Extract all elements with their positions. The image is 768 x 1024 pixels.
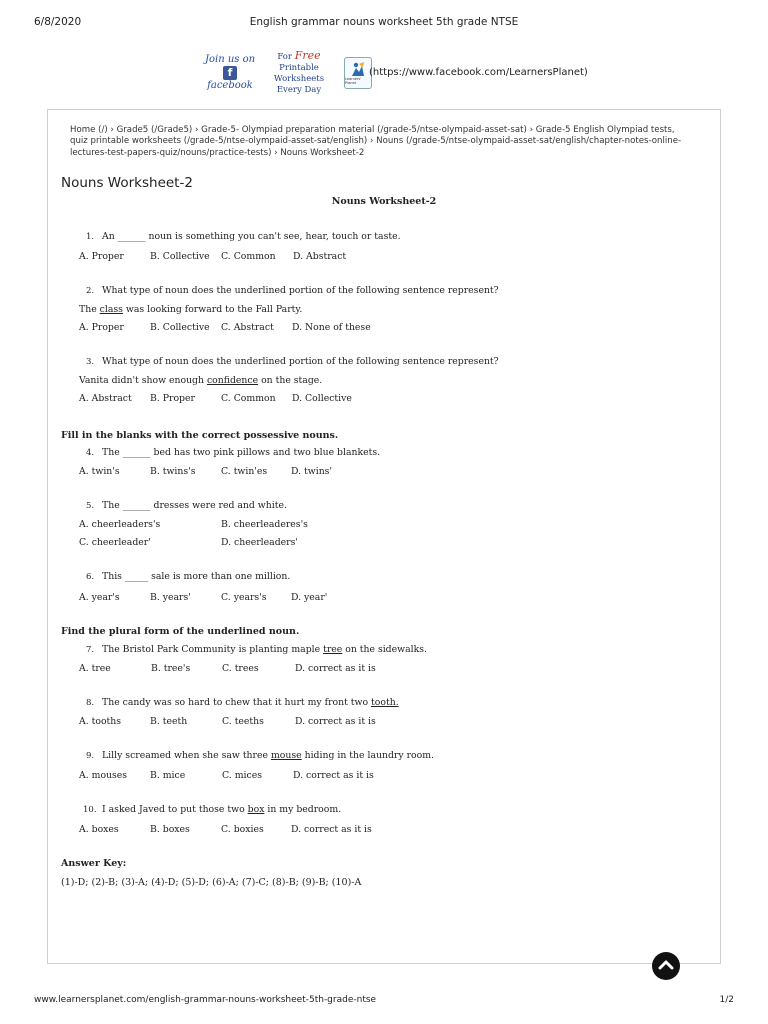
question-text-part: on the sidewalks. (342, 644, 427, 655)
logo-text: Learners' Planet (345, 77, 362, 85)
underlined-word: class (99, 304, 123, 315)
question-text (102, 804, 341, 815)
answer-option[interactable]: D. year' (291, 592, 328, 603)
answer-option[interactable]: C. years's (221, 592, 267, 603)
facebook-link[interactable]: (https://www.facebook.com/LearnersPlanet) (369, 67, 588, 78)
for-text: For (277, 52, 292, 62)
underlined-word: box (247, 804, 265, 815)
question-number: 6. (86, 572, 95, 582)
section-possessive: Fill in the blanks with the correct possessive nouns. (61, 430, 339, 441)
question-text (102, 500, 287, 511)
question-text (102, 447, 380, 458)
question-text-part: The ______ bed has two pink pillows and two blue blankets. (102, 447, 381, 458)
answer-option[interactable]: D. correct as it is (293, 770, 374, 781)
question-text (102, 231, 401, 242)
answer-option[interactable]: D. Abstract (293, 251, 347, 262)
answer-option[interactable]: A. tree (79, 663, 111, 674)
underlined-word: confidence (206, 375, 259, 386)
answer-option[interactable]: A. twin's (79, 466, 120, 477)
question-text-part: The Bristol Park Community is planting maple (102, 644, 324, 655)
join-line-2: facebook (207, 80, 253, 91)
answer-option[interactable]: C. Abstract (221, 322, 274, 333)
sentence-part: on the stage. (258, 375, 323, 386)
question-text-part: in my bedroom. (264, 804, 342, 815)
facebook-banner[interactable] (204, 49, 372, 95)
question-number: 2. (86, 286, 95, 296)
answer-option[interactable]: D. None of these (292, 322, 371, 333)
chevron-up-icon (658, 958, 674, 974)
answer-option[interactable]: C. Common (221, 251, 276, 262)
question-number: 3. (86, 357, 95, 367)
join-facebook-text (204, 54, 256, 92)
answer-option[interactable]: A. Proper (79, 322, 124, 333)
answer-option[interactable]: A. cheerleaders's (79, 519, 161, 530)
question-number: 1. (86, 232, 95, 242)
answer-option[interactable]: A. year's (79, 592, 120, 603)
facebook-icon: f (223, 66, 237, 80)
answer-option[interactable]: C. twin'es (221, 466, 268, 477)
learners-planet-logo (344, 57, 372, 89)
answer-option[interactable]: A. boxes (79, 824, 119, 835)
answer-option[interactable]: A. Proper (79, 251, 124, 262)
question-text-part: What type of noun does the underlined portion of the following sentence represent? (102, 356, 499, 367)
underlined-word: tooth. (371, 697, 399, 708)
question-text-part: What type of noun does the underlined portion of the following sentence represent? (102, 285, 499, 296)
question-number: 4. (86, 448, 95, 458)
learners-planet-icon (350, 61, 366, 77)
free-worksheets-text (258, 50, 340, 96)
answer-option[interactable]: C. boxies (221, 824, 264, 835)
question-text (102, 644, 427, 655)
question-number: 9. (86, 751, 95, 761)
answer-option[interactable]: A. mouses (79, 770, 128, 781)
answer-key-text: (1)-D; (2)-B; (3)-A; (4)-D; (5)-D; (6)-A; (7)-C; (8)-B; (9)-B; (10)-A (61, 877, 362, 888)
answer-option[interactable]: B. Proper (150, 393, 195, 404)
answer-option[interactable]: B. boxes (150, 824, 190, 835)
print-title: English grammar nouns worksheet 5th grade NTSE (249, 16, 519, 28)
question-text-part: hiding in the laundry room. (301, 750, 434, 761)
answer-key-title: Answer Key: (61, 858, 127, 869)
answer-option[interactable]: A. Abstract (79, 393, 132, 404)
answer-option[interactable]: B. mice (150, 770, 186, 781)
answer-option[interactable]: D. twins' (291, 466, 333, 477)
answer-option[interactable]: C. mices (222, 770, 262, 781)
answer-option[interactable]: C. trees (222, 663, 259, 674)
example-sentence (79, 375, 322, 386)
footer-page-number: 1/2 (719, 995, 734, 1005)
example-sentence (79, 304, 302, 315)
question-text-part: An ______ noun is something you can't see, hear, touch or taste. (102, 231, 401, 242)
underlined-word: mouse (270, 750, 302, 761)
underlined-word: tree (323, 644, 343, 655)
question-text-part: I asked Javed to put those two (102, 804, 248, 815)
answer-option[interactable]: C. teeths (222, 716, 264, 727)
question-number: 10. (83, 805, 97, 815)
question-text-part: The candy was so hard to chew that it hurt my front two (102, 697, 372, 708)
section-plural: Find the plural form of the underlined noun. (61, 626, 300, 637)
answer-option[interactable]: B. cheerleaderes's (221, 519, 308, 530)
free-text: Free (294, 49, 321, 62)
answer-option[interactable]: C. Common (221, 393, 276, 404)
answer-option[interactable]: B. Collective (150, 251, 210, 262)
banner-line-3: Every Day (276, 85, 322, 95)
answer-option[interactable]: A. tooths (79, 716, 122, 727)
sentence-part: The (79, 304, 100, 315)
print-date: 6/8/2020 (34, 16, 82, 28)
answer-option[interactable]: B. tree's (151, 663, 191, 674)
question-text (102, 571, 290, 582)
question-number: 7. (86, 645, 95, 655)
question-number: 5. (86, 501, 95, 511)
answer-option[interactable]: B. Collective (150, 322, 210, 333)
page-title: Nouns Worksheet-2 (61, 175, 193, 191)
answer-option[interactable]: D. correct as it is (295, 716, 376, 727)
answer-option[interactable]: D. Collective (292, 393, 352, 404)
breadcrumb[interactable]: Home (/) › Grade5 (/Grade5) › Grade-5- Olympiad preparation material (/grade-5/ntse-olympaid-asset-sat) › Grade-5 English Olympiad tests, quiz printable worksheets (/grade-5/ntse-olympaid-asset-sat/english) › Nouns (/grade-5/ntse-olympaid-asset-sat/english/chapter-notes-online-lectures-test-papers-quiz/nouns/practice-tests) › Nouns Worksheet-2 (70, 125, 682, 158)
answer-option[interactable]: B. years' (150, 592, 191, 603)
answer-option[interactable]: D. correct as it is (291, 824, 372, 835)
worksheet-title: Nouns Worksheet-2 (331, 196, 437, 207)
banner-line-2: Printable Worksheets (273, 63, 325, 84)
sentence-part: was looking forward to the Fall Party. (122, 304, 303, 315)
answer-option[interactable]: B. teeth (150, 716, 188, 727)
answer-option[interactable]: D. cheerleaders' (221, 537, 298, 548)
question-text-part: This _____ sale is more than one million. (102, 571, 291, 582)
question-text (102, 356, 499, 367)
question-text (102, 750, 434, 761)
scroll-to-top-button[interactable] (652, 952, 680, 980)
sentence-part: Vanita didn't show enough (79, 375, 207, 386)
answer-option[interactable]: C. cheerleader' (79, 537, 151, 548)
answer-option[interactable]: B. twins's (150, 466, 196, 477)
question-text (102, 285, 499, 296)
question-text-part: The ______ dresses were red and white. (102, 500, 287, 511)
answer-option[interactable]: D. correct as it is (295, 663, 376, 674)
question-number: 8. (86, 698, 95, 708)
footer-url: www.learnersplanet.com/english-grammar-nouns-worksheet-5th-grade-ntse (34, 995, 377, 1005)
question-text (102, 697, 399, 708)
question-text-part: Lilly screamed when she saw three (102, 750, 271, 761)
join-line-1: Join us on (204, 54, 256, 65)
